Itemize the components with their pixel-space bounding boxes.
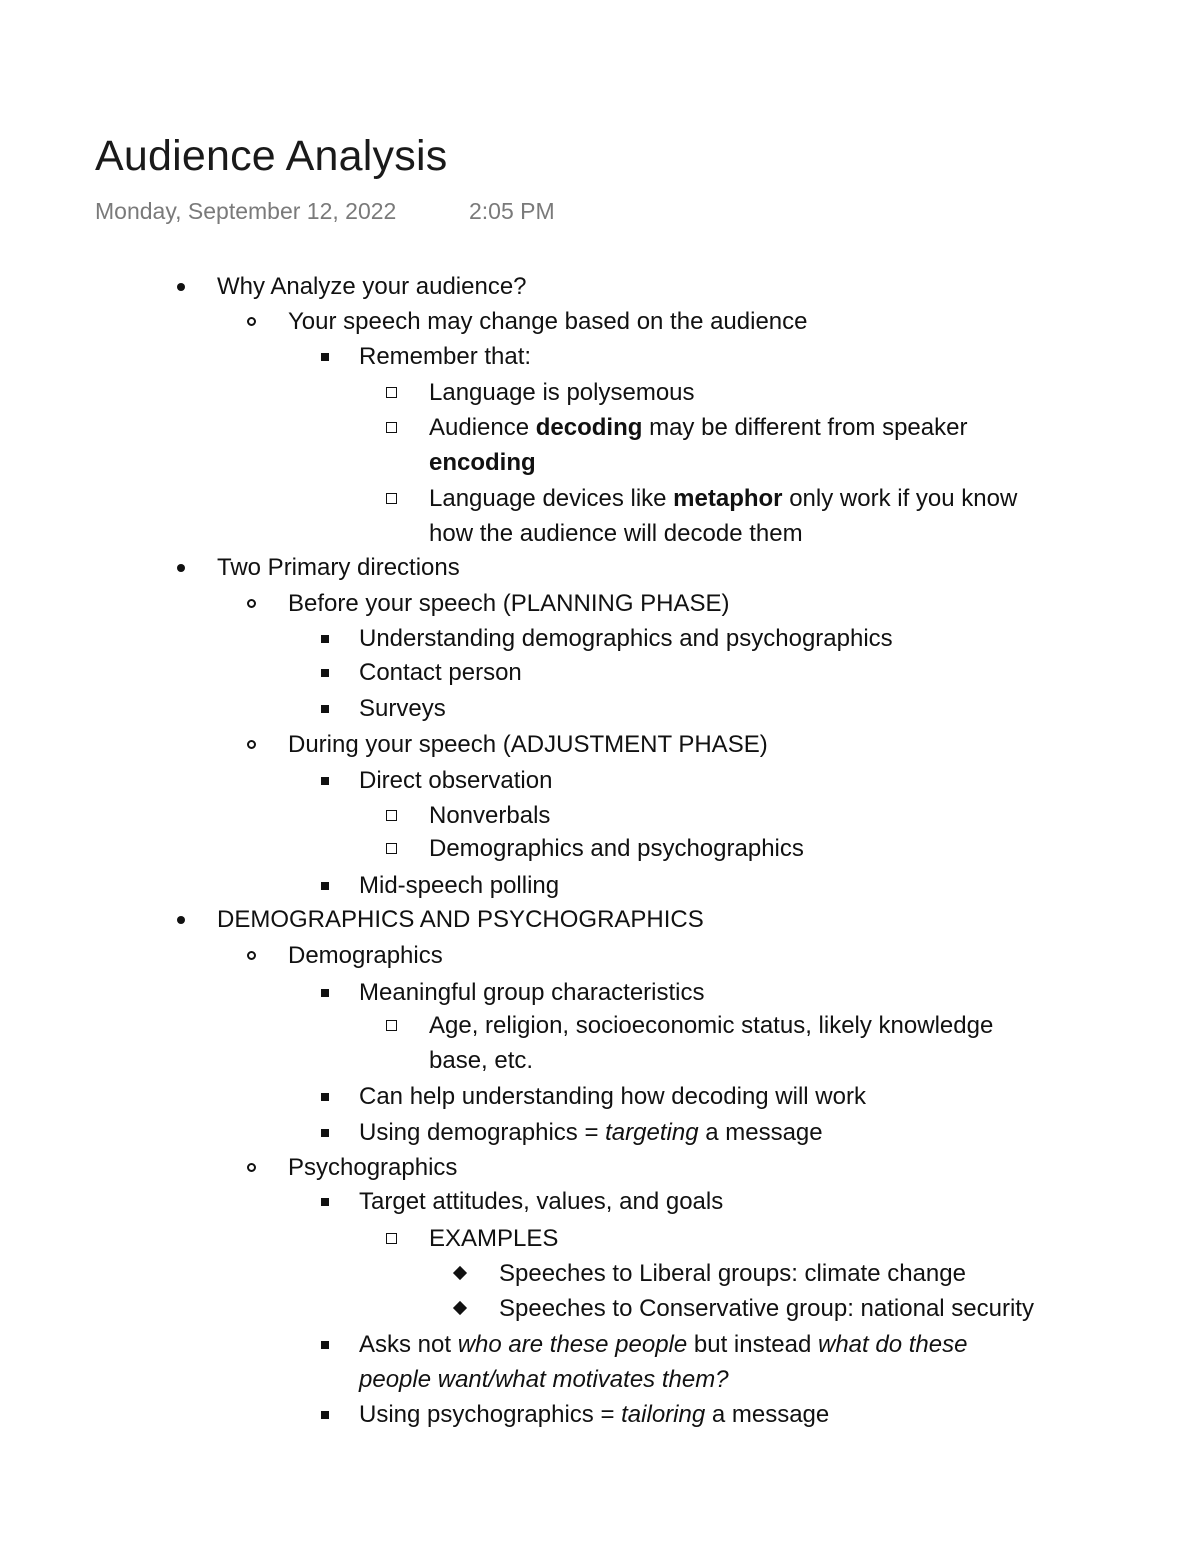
outline-item-level-5 bbox=[499, 1291, 1034, 1326]
text-run: Audience bbox=[429, 414, 536, 441]
text-run: Contact person bbox=[359, 659, 522, 686]
diamond-bullet-icon bbox=[453, 1301, 467, 1315]
outline-item-level-3 bbox=[359, 1079, 866, 1114]
square-bullet-icon bbox=[321, 1093, 329, 1101]
outline-item-continuation bbox=[429, 445, 536, 480]
text-run: EXAMPLES bbox=[429, 1225, 559, 1252]
circle-bullet-icon bbox=[247, 951, 256, 960]
text-run: Speeches to Conservative group: national security bbox=[499, 1295, 1034, 1322]
square-bullet-icon bbox=[321, 669, 329, 677]
text-run: Understanding demographics and psychographics bbox=[359, 625, 893, 652]
outline-item-level-4 bbox=[429, 481, 1017, 516]
outline-item-level-2 bbox=[288, 1150, 457, 1185]
bold-term: encoding bbox=[429, 449, 536, 476]
square-bullet-icon bbox=[321, 777, 329, 785]
text-run: Psychographics bbox=[288, 1154, 458, 1181]
outline-item-level-3 bbox=[359, 621, 893, 656]
circle-bullet-icon bbox=[247, 599, 256, 608]
outline-item-level-3 bbox=[359, 1397, 829, 1432]
text-run: Can help understanding how decoding will work bbox=[359, 1083, 866, 1110]
outline-item-continuation bbox=[429, 516, 803, 551]
outline-item-level-4 bbox=[429, 410, 967, 445]
outline-item-level-3 bbox=[359, 868, 559, 903]
text-run: Direct observation bbox=[359, 767, 553, 794]
square-bullet-icon bbox=[321, 1411, 329, 1419]
square-bullet-icon bbox=[321, 1341, 329, 1349]
outline-item-level-2 bbox=[288, 304, 808, 339]
text-run: Asks not bbox=[359, 1331, 458, 1358]
page-title: Audience Analysis bbox=[95, 132, 448, 180]
outline-item-level-4 bbox=[429, 1221, 558, 1256]
page-date: Monday, September 12, 2022 bbox=[95, 198, 397, 224]
square-bullet-icon bbox=[321, 1198, 329, 1206]
text-run: Surveys bbox=[359, 695, 446, 722]
square-bullet-icon bbox=[321, 989, 329, 997]
text-run: Speeches to Liberal groups: climate change bbox=[499, 1260, 966, 1287]
text-run: only work if you know bbox=[782, 485, 1018, 512]
text-run: Language is polysemous bbox=[429, 379, 695, 406]
outline-item-level-5 bbox=[499, 1256, 966, 1291]
disc-bullet-icon bbox=[177, 283, 185, 291]
text-run: a message bbox=[705, 1401, 830, 1428]
text-run: but instead bbox=[687, 1331, 818, 1358]
outline-item-level-4 bbox=[429, 1008, 993, 1043]
outline-item-level-3 bbox=[359, 339, 531, 374]
text-run: Using demographics = bbox=[359, 1119, 606, 1146]
text-run: Why Analyze your audience? bbox=[217, 273, 527, 300]
text-run: may be different from speaker bbox=[642, 414, 968, 441]
circle-bullet-icon bbox=[247, 740, 256, 749]
square-bullet-icon bbox=[321, 882, 329, 890]
square-bullet-icon bbox=[321, 353, 329, 361]
outline-item-level-3 bbox=[359, 763, 552, 798]
box-bullet-icon bbox=[386, 810, 397, 821]
text-run: a message bbox=[698, 1119, 823, 1146]
text-run: Age, religion, socioeconomic status, likely knowledge bbox=[429, 1012, 994, 1039]
box-bullet-icon bbox=[386, 387, 397, 398]
outline-item-level-3 bbox=[359, 1184, 723, 1219]
box-bullet-icon bbox=[386, 1020, 397, 1031]
outline-item-level-4 bbox=[429, 798, 550, 833]
outline-item-level-3 bbox=[359, 655, 522, 690]
box-bullet-icon bbox=[386, 422, 397, 433]
square-bullet-icon bbox=[321, 1129, 329, 1137]
text-run: DEMOGRAPHICS AND PSYCHOGRAPHICS bbox=[217, 906, 704, 933]
outline-item-level-1 bbox=[217, 550, 460, 585]
text-run: Demographics bbox=[288, 942, 443, 969]
text-run: Before your speech (PLANNING PHASE) bbox=[288, 590, 730, 617]
text-run: Two Primary directions bbox=[217, 554, 460, 581]
text-run: Nonverbals bbox=[429, 802, 551, 829]
text-run: Language devices like bbox=[429, 485, 674, 512]
disc-bullet-icon bbox=[177, 916, 185, 924]
outline-item-level-3 bbox=[359, 691, 446, 726]
square-bullet-icon bbox=[321, 635, 329, 643]
text-run: Target attitudes, values, and goals bbox=[359, 1188, 724, 1215]
text-run: Remember that: bbox=[359, 343, 532, 370]
outline-item-level-3 bbox=[359, 975, 705, 1010]
outline-item-continuation bbox=[359, 1362, 729, 1397]
text-run: Using psychographics = bbox=[359, 1401, 622, 1428]
outline-item-level-2 bbox=[288, 938, 443, 973]
circle-bullet-icon bbox=[247, 1163, 256, 1172]
text-run: Your speech may change based on the audience bbox=[288, 308, 808, 335]
italic-term: who are these people bbox=[457, 1331, 688, 1358]
box-bullet-icon bbox=[386, 843, 397, 854]
disc-bullet-icon bbox=[177, 564, 185, 572]
outline-item-level-3 bbox=[359, 1327, 967, 1362]
bold-term: metaphor bbox=[673, 485, 783, 512]
text-run: how the audience will decode them bbox=[429, 520, 803, 547]
outline-item-continuation bbox=[429, 1043, 533, 1078]
text-run: base, etc. bbox=[429, 1047, 534, 1074]
bold-term: decoding bbox=[535, 414, 643, 441]
outline-item-level-4 bbox=[429, 375, 695, 410]
italic-term: people want/what motivates them? bbox=[359, 1366, 729, 1393]
page-time: 2:05 PM bbox=[469, 198, 555, 224]
diamond-bullet-icon bbox=[453, 1266, 467, 1280]
text-run: Meaningful group characteristics bbox=[359, 979, 705, 1006]
outline-item-level-1 bbox=[217, 902, 704, 937]
square-bullet-icon bbox=[321, 705, 329, 713]
italic-term: what do these bbox=[817, 1331, 968, 1358]
outline-item-level-2 bbox=[288, 586, 730, 621]
italic-term: tailoring bbox=[621, 1401, 706, 1428]
circle-bullet-icon bbox=[247, 317, 256, 326]
text-run: Demographics and psychographics bbox=[429, 835, 804, 862]
outline-item-level-1 bbox=[217, 269, 527, 304]
text-run: Mid-speech polling bbox=[359, 872, 560, 899]
box-bullet-icon bbox=[386, 493, 397, 504]
outline-item-level-4 bbox=[429, 831, 804, 866]
outline-item-level-3 bbox=[359, 1115, 823, 1150]
outline-item-level-2 bbox=[288, 727, 768, 762]
text-run: During your speech (ADJUSTMENT PHASE) bbox=[288, 731, 768, 758]
italic-term: targeting bbox=[605, 1119, 699, 1146]
box-bullet-icon bbox=[386, 1233, 397, 1244]
